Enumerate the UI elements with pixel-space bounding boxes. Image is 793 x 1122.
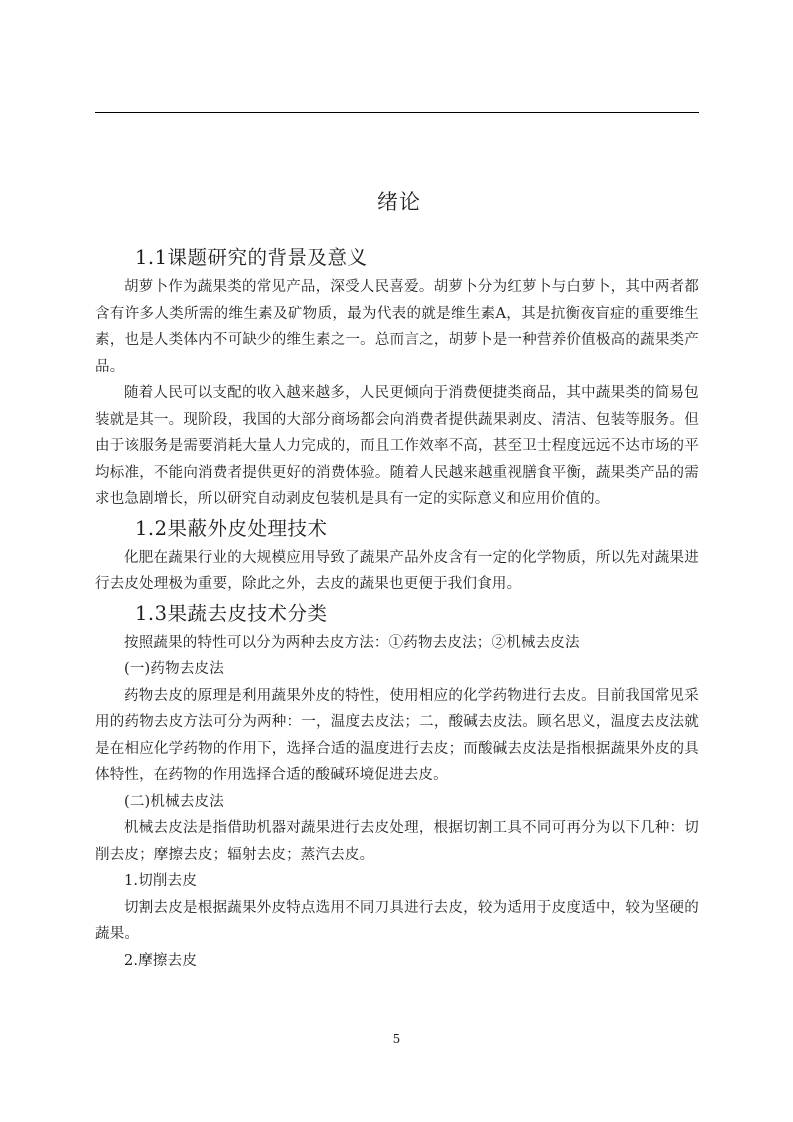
paragraph: 药物去皮的原理是利用蔬果外皮的特性，使用相应的化学药物进行去皮。目前我国常见采用的药物去皮方法可分为两种：一，温度去皮法；二，酸碱去皮法。顾名思义，温度去皮法就是在相应化学药物的作用下，选择合适的温度进行去皮；而酸碱去皮法是指根据蔬果外皮的具体特性，在药物的作用选择合适的酸碱环境促进去皮。 (95, 687, 699, 783)
section-heading-1-1: 1.1课题研究的背景及意义 (135, 246, 368, 269)
paragraph: 随着人民可以支配的收入越来越多，人民更倾向于消费便捷类商品，其中蔬果类的简易包装就是其一。现阶段，我国的大部分商场都会向消费者提供蔬果剥皮、清洁、包装等服务。但由于该服务是需要消耗大量人力完成的，而且工作效率不高，甚至卫士程度远远不达市场的平均标准，不能向消费者提供更好的消费体验。随着人民越来越重视膳食平衡，蔬果类产品的需求也急剧增长，所以研究自动剥皮包装机是具有一定的实际意义和应用价值的。 (95, 385, 699, 507)
paragraph: 胡萝卜作为蔬果类的常见产品，深受人民喜爱。胡萝卜分为红萝卜与白萝卜，其中两者都含有许多人类所需的维生素及矿物质，最为代表的就是维生素A，其是抗衡夜盲症的重要维生素，也是人类体内不可缺少的维生素之一。总而言之，胡萝卜是一种营养价值极高的蔬果类产品。 (95, 279, 699, 375)
section-heading-1-2: 1.2果蔽外皮处理技术 (135, 516, 328, 540)
subheading-mechanical-peeling: (二)机械去皮法 (124, 793, 224, 810)
paragraph: 按照蔬果的特性可以分为两种去皮方法：①药物去皮法；②机械去皮法 (124, 634, 580, 651)
paragraph: 机械去皮法是指借助机器对蔬果进行去皮处理，根据切割工具不同可再分为以下几种：切削去皮；摩擦去皮；辐射去皮；蒸汽去皮。 (95, 820, 699, 863)
subheading-chemical-peeling: (一)药物去皮法 (124, 661, 224, 677)
subheading-cutting-peeling: 1.切削去皮 (124, 873, 198, 889)
paragraph: 化肥在蔬果行业的大规模应用导致了蔬果产品外皮含有一定的化学物质，所以先对蔬果进行去皮处理极为重要，除此之外，去皮的蔬果也更便于我们食用。 (95, 549, 699, 592)
chapter-title: 绪论 (377, 190, 421, 214)
paragraph: 切割去皮是根据蔬果外皮特点选用不同刀具进行去皮，较为适用于皮度适中，较为坚硬的蔬果。 (95, 899, 699, 942)
section-heading-1-3: 1.3果蔬去皮技术分类 (135, 601, 328, 625)
page-number: 5 (392, 1032, 401, 1046)
header-rule (95, 112, 699, 113)
page-body (95, 186, 699, 974)
subheading-friction-peeling: 2.摩擦去皮 (124, 952, 198, 969)
